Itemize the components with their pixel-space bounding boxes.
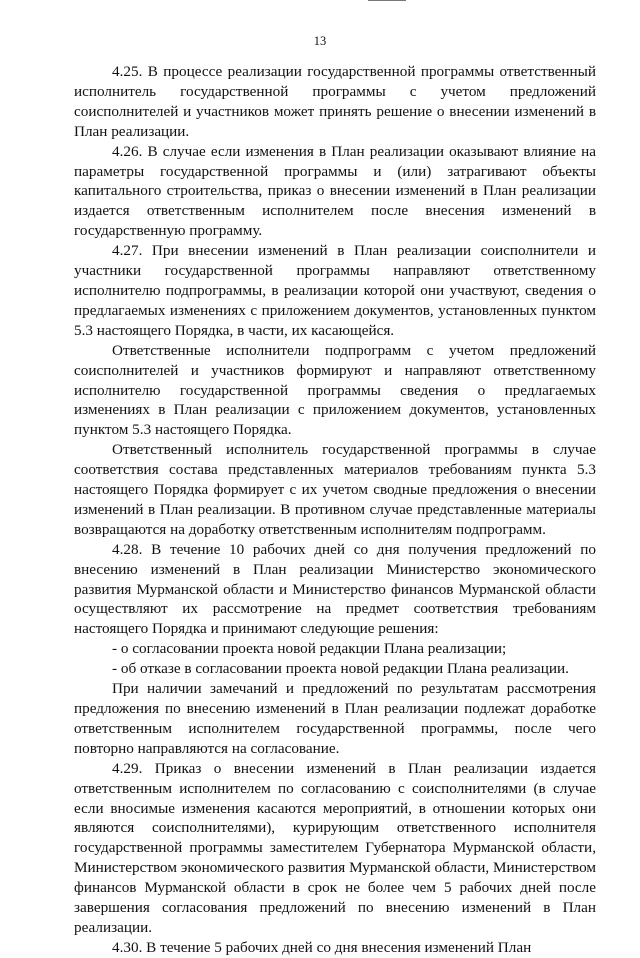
paragraph-4-27: 4.27. При внесении изменений в План реализации соисполнители и участники государственной программы направляют ответственному исполнителю подпрограммы, в реализации которой они участвуют, сведения о предлагаемых изменениях с приложением документов, установленных пунктом 5.3 настоящего Порядка, в части, их касающейся. <box>74 242 596 339</box>
paragraph-4-28-remarks: При наличии замечаний и предложений по результатам рассмотрения предложения по внесению изменений в План реализации подлежат доработке ответственным исполнителем государственной программы, после чего повторно направляются на согласование. <box>74 680 596 757</box>
decision-item-approve: - о согласовании проекта новой редакции Плана реализации; <box>112 640 507 658</box>
paragraph-4-27-responsible: Ответственный исполнитель государственной программы в случае соответствия состава представленных материалов требованиям пункта 5.3 настоящего Порядка формирует с их учетом сводные предложения о внесении изменений в План реализации. В противном случае представленные материалы возвращаются на доработку ответственным исполнителям подпрограмм. <box>74 441 596 538</box>
paragraph-4-27-subprograms: Ответственные исполнители подпрограмм с учетом предложений соисполнителей и участников формируют и направляют ответственному исполнителю государственной программы сведения о предлагаемых изменениях в План реализации с приложением документов, установленных пунктом 5.3 настоящего Порядка. <box>74 341 596 439</box>
paragraph-4-29: 4.29. Приказ о внесении изменений в План реализации издается ответственным исполнителем по согласованию с соисполнителями (в случае если вносимые изменения касаются мероприятий, в отношении которых они являются соисполнителями), курирующим ответственного исполнителя государственной программы заместителем Губернатора Мурманской области, Министерством экономического развития Мурманской области, Министерством финансов Мурманской области в срок не более чем 5 рабочих дней после завершения согласования предложений по внесению изменений в План реализации. <box>74 759 596 936</box>
paragraph-4-28: 4.28. В течение 10 рабочих дней со дня получения предложений по внесению изменений в План реализации Министерство экономического развития Мурманской области и Министерство финансов Мурманской области осуществляют их рассмотрение на предмет соответствия требованиям настоящего Порядка и принимают следующие решения: <box>74 540 596 638</box>
document-body <box>74 62 596 958</box>
paragraph-4-25: 4.25. В процессе реализации государственной программы ответственный исполнитель государственной программы с учетом предложений соисполнителей и участников может принять решение о внесении изменений в План реализации. <box>74 63 596 140</box>
page-number: 13 <box>313 34 327 48</box>
paragraph-4-26: 4.26. В случае если изменения в План реализации оказывают влияние на параметры государственной программы и (или) затрагивают объекты капитального строительства, приказ о внесении изменений в План реализации издается ответственным исполнителем после внесения изменений в государственную программу. <box>74 142 596 240</box>
paragraph-4-30: 4.30. В течение 5 рабочих дней со дня внесения изменений План <box>112 938 532 956</box>
top-rule <box>368 0 406 1</box>
decision-item-refuse: - об отказе в согласовании проекта новой редакции Плана реализации. <box>112 660 569 678</box>
